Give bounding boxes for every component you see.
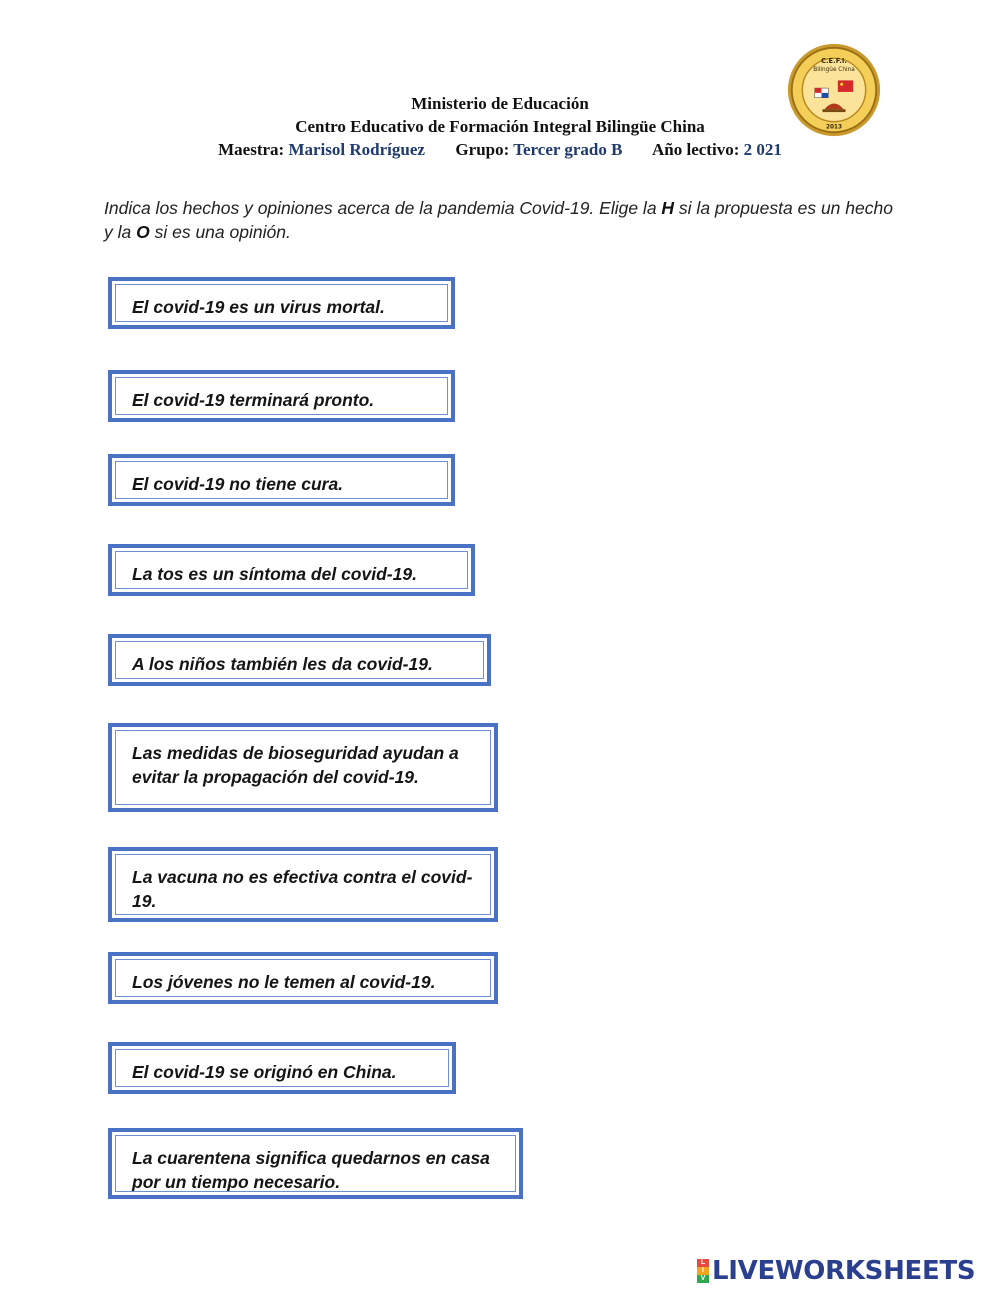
- ministry-title: Ministerio de Educación: [411, 94, 589, 113]
- statement-text: El covid-19 no tiene cura.: [115, 461, 448, 499]
- statement-box[interactable]: [108, 723, 498, 812]
- statement-text: Las medidas de bioseguridad ayudan a evitar la propagación del covid-19.: [115, 730, 491, 805]
- statement-text: La tos es un síntoma del covid-19.: [115, 551, 468, 589]
- svg-text:Bilingüe China: Bilingüe China: [813, 66, 855, 73]
- document-header: [0, 92, 1000, 161]
- opinion-letter: O: [136, 222, 150, 242]
- statement-box[interactable]: [108, 847, 498, 922]
- statement-text: El covid-19 terminará pronto.: [115, 377, 448, 415]
- liveworksheets-logo: [697, 1255, 975, 1287]
- statement-text: A los niños también les da covid-19.: [115, 641, 484, 679]
- class-info-line: [0, 138, 1000, 161]
- svg-text:C.E.F.I.: C.E.F.I.: [821, 57, 847, 66]
- statement-box[interactable]: [108, 952, 498, 1004]
- statement-box[interactable]: [108, 277, 455, 329]
- group-label: Grupo:: [455, 140, 510, 159]
- year-value: 2 021: [743, 140, 782, 159]
- statement-box[interactable]: [108, 1042, 456, 1094]
- statement-box[interactable]: [108, 370, 455, 422]
- liveworksheets-wordmark: LIVEWORKSHEETS: [712, 1256, 976, 1286]
- instructions-text: Indica los hechos y opiniones acerca de la pandemia Covid-19. Elige la H si la propuesta es un hecho y la O si es una opinión.: [104, 198, 893, 242]
- statement-text: El covid-19 se originó en China.: [115, 1049, 449, 1087]
- school-title: Centro Educativo de Formación Integral Bilingüe China: [295, 117, 705, 136]
- teacher-name: Marisol Rodríguez: [288, 140, 425, 159]
- statement-box[interactable]: [108, 454, 455, 506]
- svg-text:2013: 2013: [825, 124, 843, 131]
- fact-letter: H: [661, 198, 675, 218]
- group-value: Tercer grado B: [513, 140, 623, 159]
- statement-box[interactable]: [108, 544, 475, 596]
- statement-text: El covid-19 es un virus mortal.: [115, 284, 448, 322]
- statement-box[interactable]: [108, 1128, 523, 1199]
- statement-text: La cuarentena significa quedarnos en casa por un tiempo necesario.: [115, 1135, 516, 1192]
- statement-text: Los jóvenes no le temen al covid-19.: [115, 959, 491, 997]
- teacher-label: Maestra:: [218, 140, 285, 159]
- liveworksheets-icon: L I V: [697, 1259, 709, 1283]
- year-label: Año lectivo:: [652, 140, 740, 159]
- statement-text: La vacuna no es efectiva contra el covid-19.: [115, 854, 491, 915]
- statement-box[interactable]: [108, 634, 491, 686]
